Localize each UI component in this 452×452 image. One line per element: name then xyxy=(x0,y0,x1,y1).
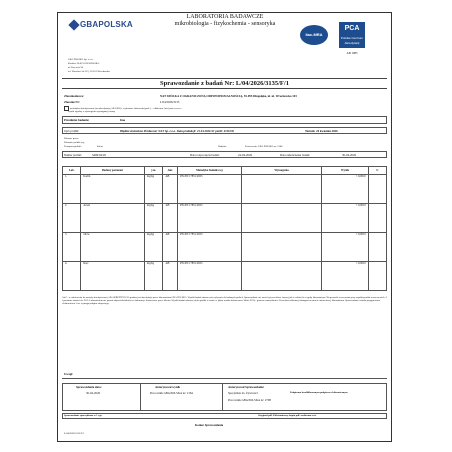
date-start-label: Data rozpoczęcia badań: xyxy=(190,153,220,157)
cell-akr: AB xyxy=(163,233,178,262)
page-ref: L/04/2026/3135/F/1 xyxy=(64,432,85,435)
table-row xyxy=(63,204,387,233)
cell-method: PN-EN 17851:2023 xyxy=(178,204,242,233)
cell-akr: AB xyxy=(163,175,178,204)
sig-author-label: Autoryzował wynik xyxy=(155,385,181,389)
pca-logo xyxy=(339,22,365,48)
cell-result: < 0,0010 xyxy=(322,204,369,233)
cell-no: 2. xyxy=(63,204,81,233)
lab-title: LABORATORIA BADAWCZE xyxy=(186,14,264,20)
cell-no: 4. xyxy=(63,262,81,291)
signature-box xyxy=(62,383,387,411)
lab-header xyxy=(150,14,300,28)
footer-left: Sprawozdanie sporządzono w 1 egz. xyxy=(64,414,103,417)
sig-note: Podpisano kwalifikowanym podpisem elektronicznym xyxy=(290,391,348,394)
transport-value: klient xyxy=(97,145,103,148)
sample-no-box xyxy=(62,151,387,158)
sample-desc-label: Opis próbki: xyxy=(64,129,80,133)
logo-text: GBAPOLSKA xyxy=(80,20,133,29)
address-line: GBA POLSKA Sp. z o.o. xyxy=(68,58,94,61)
footer-box xyxy=(62,413,387,419)
cell-u xyxy=(368,262,386,291)
date-start-value: 24-04-2026 xyxy=(238,153,252,157)
results-table xyxy=(62,166,387,291)
cell-no: 1. xyxy=(63,175,81,204)
col-header: Wynik xyxy=(322,167,369,175)
col-header: U xyxy=(368,167,386,175)
cell-result: < 0,0010 xyxy=(322,262,369,291)
lab-subtitle: mikrobiologia - fizykochemia - sensoryka xyxy=(174,21,276,27)
client-value: NAT SPÓŁKA Z OGRANICZONĄ ODPOWIEDZIALNOŚCIĄ, 55-095 Długołęka, ul. ul. Wrocławska 103 xyxy=(160,94,297,98)
sample-box xyxy=(62,116,387,124)
term-note: Termin: 24 kwietnia 2026 xyxy=(305,129,338,133)
report-title: Sprawozdanie z badań Nr: L/04/2026/3135/F/1 xyxy=(62,78,387,89)
cell-result: < 0,0010 xyxy=(322,233,369,262)
cell-akr: AB xyxy=(163,262,178,291)
sig-approver-label: Autoryzował Sprawozdanie: xyxy=(228,385,265,389)
sample-no-label: Numer próbki: xyxy=(64,153,82,157)
method-note: metodyka akredytowana (na akredytację AB 1085) i wykonane skutecznie(pod-) ... odbierane (nie) przez rzecz... xyxy=(70,107,183,111)
client-label: Zleceniodawca: xyxy=(64,94,84,98)
order-label: Zlecenie Nr: xyxy=(64,100,80,104)
pca-subtext: Polskie Centrum Akredytacji xyxy=(340,36,363,45)
cell-akr: AB xyxy=(163,204,178,233)
pca-code: AB 1085 xyxy=(346,51,358,55)
cell-unit: mg/kg xyxy=(144,262,163,291)
received-value: Powierzenie GBA POLSKA nr: 2164 xyxy=(245,145,283,148)
col-header: Metodyka badania wg xyxy=(178,167,242,175)
cell-result: < 0,0010 xyxy=(322,175,369,204)
gba-logo-icon xyxy=(68,19,79,30)
address-line: Kraków 30-821 GBAPOLSKA xyxy=(68,62,100,65)
cell-param: Rtęć xyxy=(81,262,145,291)
cell-u xyxy=(368,233,386,262)
sig-approver-sub: Pracownik GBA POLSKA nr: 2798 xyxy=(228,398,271,402)
table-header-row xyxy=(63,167,387,175)
address-line: ul. Przewóz 34 xyxy=(68,66,83,69)
cell-method: PN-EN 17851:2023 xyxy=(178,233,242,262)
address-line: tel. Wrocław 54-123, 53-201 Wrocławska xyxy=(68,70,110,73)
sig-date-label: Sprawozdanie data: xyxy=(76,385,102,389)
cell-u xyxy=(368,175,386,204)
col-header: Akr. xyxy=(163,167,178,175)
ilac-logo: ilac-MRA xyxy=(300,25,328,45)
footnotes: Akr* - w odniesieniu do metody akredytowanej AB-AKREDYTACJA podana jest akredytacja przez laboratorium GBA POLSKA. Wyniki badań odnoszą się wyłącznie do badanych próbek. Sprawozdanie nie może być powielane inaczej jak w całości bez zgody laboratorium. Niepewność rozszerzona przy współczynniku rozszerzenia k=2 i poziomie ufności ok. 95%. Laboratorium nie ponosi odpowiedzialności za informacje dostarczone przez klienta. Wyniki badań odnoszą się do próbki w stanie w jakim została dostarczona. Skrót: LOQ - granica oznaczalności. Procedura reklamacji dostępna na stronie internetowej laboratorium. Sprawozdanie zostało przygotowane elektronicznie i nie wymaga podpisu odręcznego. xyxy=(62,296,387,306)
end-label: Koniec Sprawozdania xyxy=(195,423,224,427)
transport-label: Transport próbki: xyxy=(64,145,82,148)
table-row xyxy=(63,175,387,204)
divider xyxy=(222,383,223,411)
sample-value: Imo xyxy=(120,118,126,122)
col-header: j.m. xyxy=(144,167,163,175)
sample-desc-value: Błędnie zmienione Producent: NAT Sp. z o.o. Data produkcji: 21.04.2026 Nr partii: 0111DD xyxy=(120,129,234,133)
address-block xyxy=(68,58,158,74)
remarks-label: Uwagi: xyxy=(64,372,74,376)
gba-logo xyxy=(70,20,133,29)
sig-date-value: 30-04-2026 xyxy=(86,391,100,395)
cell-param: Ołów xyxy=(81,233,145,262)
divider xyxy=(62,378,387,379)
footer-right: Oryginał pdf. Elektroniczny, kopia pdf. archiwum w/w xyxy=(258,414,317,417)
cell-method: PN-EN 17851:2023 xyxy=(178,175,242,204)
table-row xyxy=(63,233,387,262)
sampled-by-label: Pobrane przez: xyxy=(64,137,79,140)
sample-label: Przedmiot badania: xyxy=(64,118,90,122)
collected-label: Pobranie próbki wg: xyxy=(64,141,85,144)
sample-no-value: S469/04/26 xyxy=(92,153,106,157)
pca-text: PCA xyxy=(344,25,360,32)
cell-req xyxy=(241,175,321,204)
divider xyxy=(140,383,141,411)
cell-u xyxy=(368,204,386,233)
col-header: Lab. xyxy=(63,167,81,175)
table-row xyxy=(63,262,387,291)
col-header: Badany parametr xyxy=(81,167,145,175)
date-end-label: Data zakończenia badań: xyxy=(280,153,310,157)
cell-req xyxy=(241,233,321,262)
cell-param: Kadm xyxy=(81,175,145,204)
cell-no: 3. xyxy=(63,233,81,262)
cell-method: PN-EN 17851:2023 xyxy=(178,262,242,291)
col-header: Wymagania xyxy=(241,167,321,175)
cell-param: Arsen xyxy=(81,204,145,233)
cell-req xyxy=(241,262,321,291)
sig-approver-value: Specjalista ds. Żywności xyxy=(228,391,258,395)
method-note-2: wynik zgodny z wymogiem wymaganej normy xyxy=(68,110,116,113)
cell-req xyxy=(241,204,321,233)
sig-author-value: Pracownik GBA POLSKA nr: 2164 xyxy=(150,391,193,395)
order-value: L/04/2026/3135 xyxy=(160,100,180,104)
cell-unit: mg/kg xyxy=(144,175,163,204)
received-label: Nadanie: xyxy=(218,145,228,148)
date-end-value: 30-04-2026 xyxy=(342,153,356,157)
cell-unit: mg/kg xyxy=(144,204,163,233)
cell-unit: mg/kg xyxy=(144,233,163,262)
